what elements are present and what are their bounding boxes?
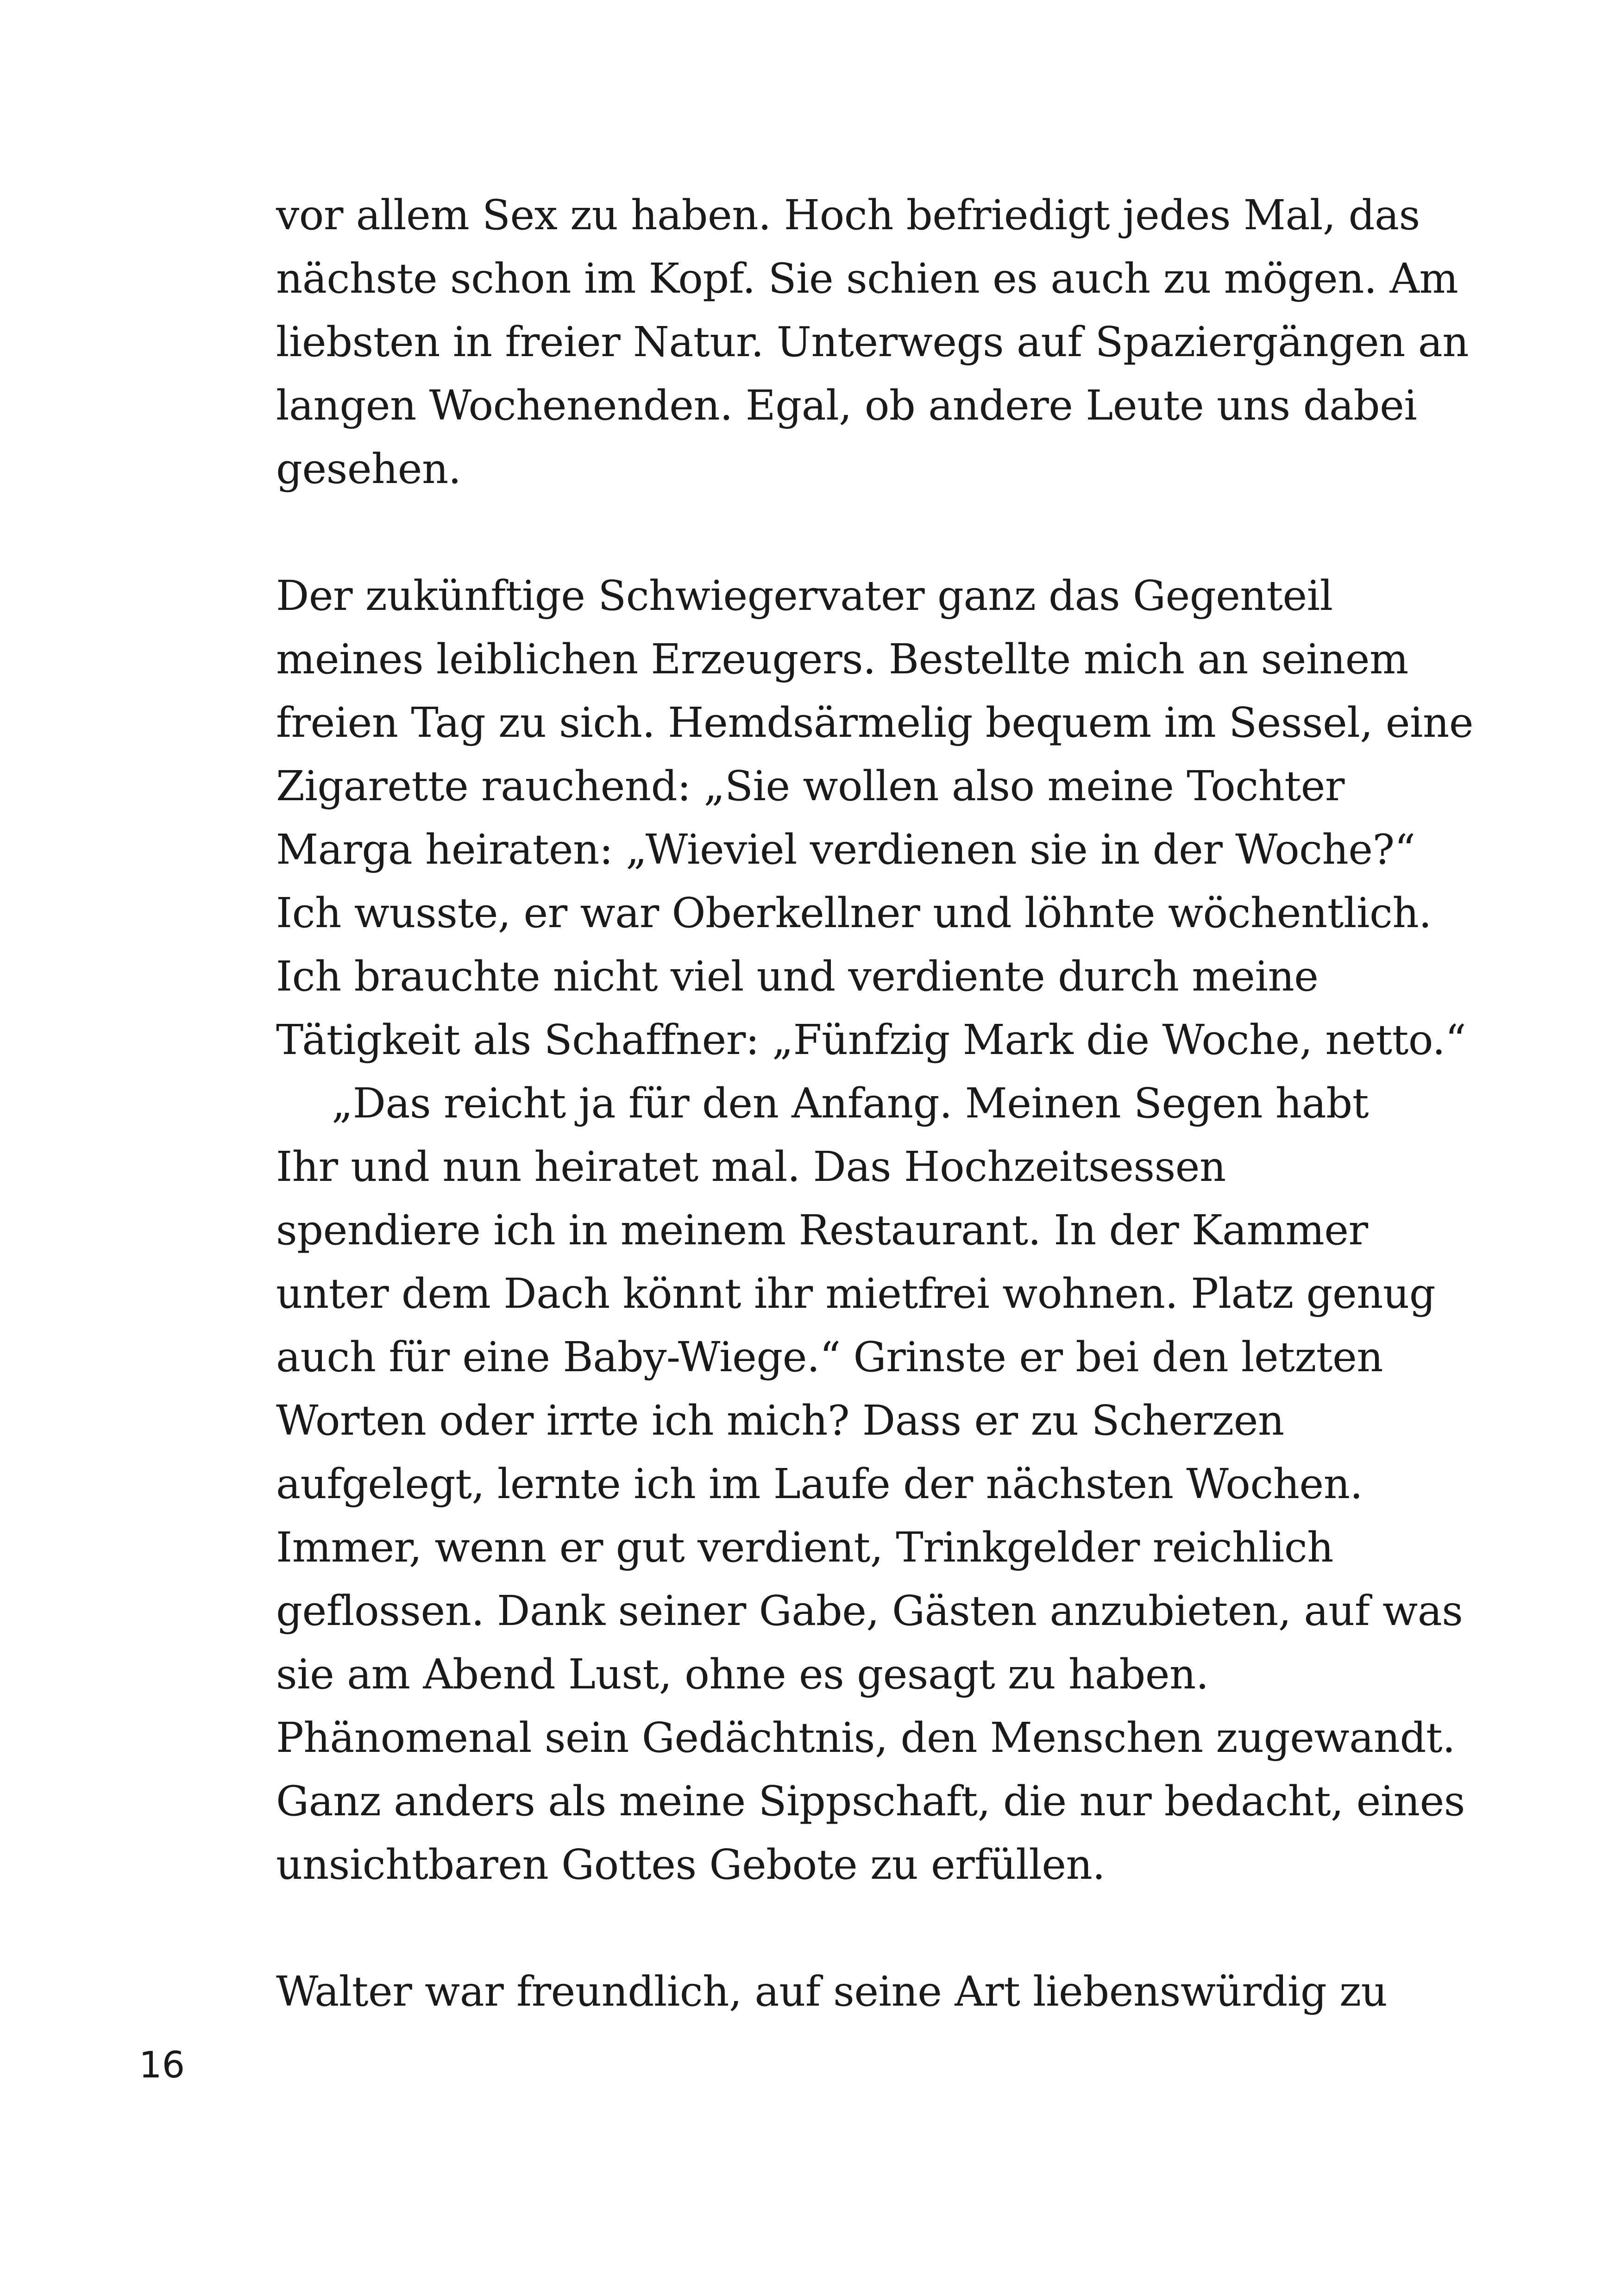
- text-line: geflossen. Dank seiner Gabe, Gästen anzubieten, auf was: [276, 1587, 1463, 1635]
- text-line: nächste schon im Kopf. Sie schien es auch zu mögen. Am: [276, 254, 1458, 302]
- paragraph-gap: [276, 1896, 1415, 1960]
- text-line: unsichtbaren Gottes Gebote zu erfüllen.: [276, 1840, 1106, 1888]
- text-line: Ich wusste, er war Oberkellner und löhnte wöchentlich.: [276, 889, 1432, 937]
- text-line: Phänomenal sein Gedächtnis, den Menschen zugewandt.: [276, 1713, 1455, 1762]
- text-line: spendiere ich in meinem Restaurant. In der Kammer: [276, 1206, 1368, 1254]
- text-line: Ich brauchte nicht viel und verdiente durch meine: [276, 952, 1319, 1000]
- text-line: unter dem Dach könnt ihr mietfrei wohnen. Platz genug: [276, 1269, 1436, 1317]
- text-line: Walter war freundlich, auf seine Art liebenswürdig zu: [276, 1967, 1388, 2015]
- text-line: Ganz anders als meine Sippschaft, die nur bedacht, eines: [276, 1777, 1465, 1825]
- paragraph-gap: [276, 501, 1415, 564]
- body-text: [276, 183, 1474, 2023]
- text-line: freien Tag zu sich. Hemdsärmelig bequem im Sessel, eine: [276, 698, 1474, 747]
- text-line: Tätigkeit als Schaffner: „Fünfzig Mark die Woche, netto.“: [276, 1016, 1466, 1064]
- text-line: aufgelegt, lernte ich im Laufe der nächsten Wochen.: [276, 1460, 1363, 1508]
- text-line: meines leiblichen Erzeugers. Bestellte mich an seinem: [276, 635, 1408, 683]
- text-line: Immer, wenn er gut verdient, Trinkgelder reichlich: [276, 1523, 1334, 1571]
- text-line: auch für eine Baby-Wiege.“ Grinste er bei den letzten: [276, 1333, 1383, 1381]
- text-line: liebsten in freier Natur. Unterwegs auf Spaziergängen an: [276, 318, 1469, 366]
- page-number: 16: [139, 2045, 185, 2086]
- text-line: langen Wochenenden. Egal, ob andere Leute uns dabei: [276, 381, 1417, 429]
- text-line: Marga heiraten: „Wieviel verdienen sie in der Woche?“: [276, 825, 1415, 873]
- text-line: Ihr und nun heiratet mal. Das Hochzeitsessen: [276, 1142, 1226, 1191]
- text-line: vor allem Sex zu haben. Hoch befriedigt jedes Mal, das: [276, 191, 1420, 239]
- text-line: Der zukünftige Schwiegervater ganz das Gegenteil: [276, 571, 1333, 620]
- text-line: Zigarette rauchend: „Sie wollen also meine Tochter: [276, 762, 1345, 810]
- text-line: gesehen.: [276, 445, 461, 493]
- text-line: sie am Abend Lust, ohne es gesagt zu haben.: [276, 1650, 1209, 1698]
- text-line: Worten oder irrte ich mich? Dass er zu Scherzen: [276, 1396, 1284, 1444]
- text-line-indented: „Das reicht ja für den Anfang. Meinen Segen habt: [332, 1079, 1369, 1127]
